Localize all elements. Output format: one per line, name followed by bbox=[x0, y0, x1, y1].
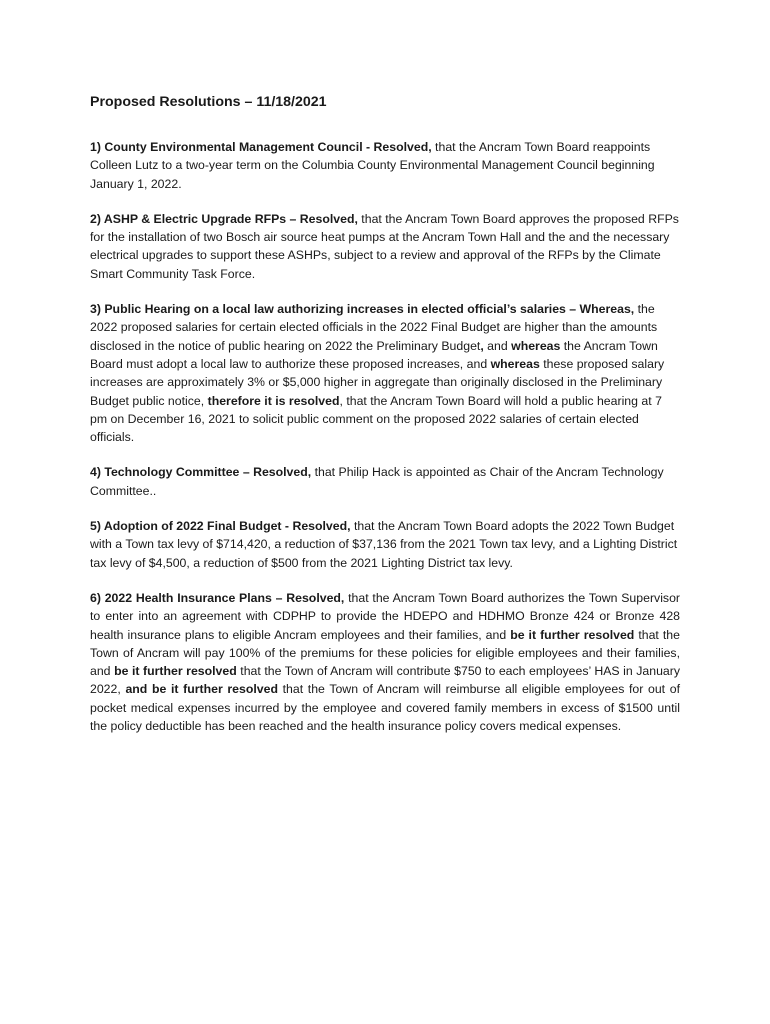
resolution-text: that the Ancram Town Board authorizes the Town Supervisor to enter into an agreement with CDPHP to provide the HDEPO and HDHMO Bronze 424 or Bronze 428 health insurance plans to eligible Ancram employees and their families, and bbox=[90, 590, 681, 642]
resolution-bold-text: 1) County Environmental Management Council - Resolved, bbox=[90, 140, 432, 154]
resolution-text: , that the Ancram Town Board will hold a public hearing at 7 pm on December 16, 2021 to solicit public comment on the proposed 2022 salaries of certain elected officials. bbox=[90, 393, 662, 445]
resolution-bold-text: therefore it is resolved bbox=[207, 393, 340, 408]
resolution-bold-text: 2) ASHP & Electric Upgrade RFPs – Resolved, bbox=[90, 211, 358, 226]
resolution-bold-text: 6) 2022 Health Insurance Plans – Resolved, bbox=[90, 590, 345, 605]
resolution-6 bbox=[90, 589, 680, 735]
resolution-bold-text: whereas bbox=[511, 338, 561, 353]
resolution-bold-text: be it further resolved bbox=[510, 627, 635, 642]
resolution-text: that the Ancram Town Board reappoints Colleen Lutz to a two-year term on the Columbia County Environmental Management Council beginning January 1, 2022. bbox=[90, 140, 655, 191]
resolution-bold-text: be it further resolved bbox=[114, 664, 237, 679]
page-title: Proposed Resolutions – 11/18/2021 bbox=[90, 94, 327, 110]
resolution-2 bbox=[90, 210, 680, 283]
resolution-4 bbox=[90, 463, 680, 500]
resolution-text: that the Ancram Town Board adopts the 2022 Town Budget with a Town tax levy of $714,420, a reduction of $37,136 from the 2021 Town tax levy, and a Lighting District tax levy of $4,500, a reduction of $500 from the 2021 Lighting District tax levy. bbox=[90, 519, 678, 570]
resolution-bold-text: 3) Public Hearing on a local law authorizing increases in elected official’s salaries – Whereas, bbox=[90, 302, 635, 317]
resolution-bold-text: 4) Technology Committee – Resolved, bbox=[90, 465, 312, 480]
resolution-text: the Ancram Town Board must adopt a local law to authorize these proposed increases, and bbox=[90, 338, 658, 371]
resolution-text: that the Town of Ancram will pay 100% of the premiums for these policies for eligible employees and their families, and bbox=[90, 627, 680, 679]
resolution-1 bbox=[90, 138, 680, 193]
resolution-bold-text: and be it further resolved bbox=[125, 682, 278, 697]
resolution-bold-text: 5) Adoption of 2022 Final Budget - Resolved, bbox=[90, 519, 351, 534]
resolution-text: and bbox=[483, 338, 512, 353]
resolution-text: that the Town of Ancram will contribute $750 to each employees’ HAS in January 2022, bbox=[90, 664, 680, 697]
resolution-5 bbox=[90, 517, 680, 572]
resolution-text: the 2022 proposed salaries for certain elected officials in the 2022 Final Budget are higher than the amounts disclosed in the notice of public hearing on 2022 the Preliminary Budget bbox=[90, 302, 658, 353]
document-body bbox=[90, 92, 680, 752]
resolution-3 bbox=[90, 300, 680, 446]
resolution-text: that Philip Hack is appointed as Chair of the Ancram Technology Committee.. bbox=[90, 465, 664, 498]
resolution-text: these proposed salary increases are approximately 3% or $5,000 higher in aggregate than originally disclosed in the Preliminary Budget public notice, bbox=[90, 356, 665, 408]
resolution-text: that the Town of Ancram will reimburse all eligible employees for out of pocket medical expenses incurred by the employee and covered family members in excess of $1500 until the policy deductible has been reached and the health insurance policy covers medical expenses. bbox=[90, 682, 681, 734]
resolution-text: that the Ancram Town Board approves the proposed RFPs for the installation of two Bosch air source heat pumps at the Ancram Town Hall and the and the necessary electrical upgrades to support these ASHPs, subject to a review and approval of the RFPs by the Climate Smart Community Task Force. bbox=[90, 211, 679, 281]
resolution-bold-text: , bbox=[480, 338, 484, 353]
resolution-bold-text: whereas bbox=[490, 356, 540, 371]
